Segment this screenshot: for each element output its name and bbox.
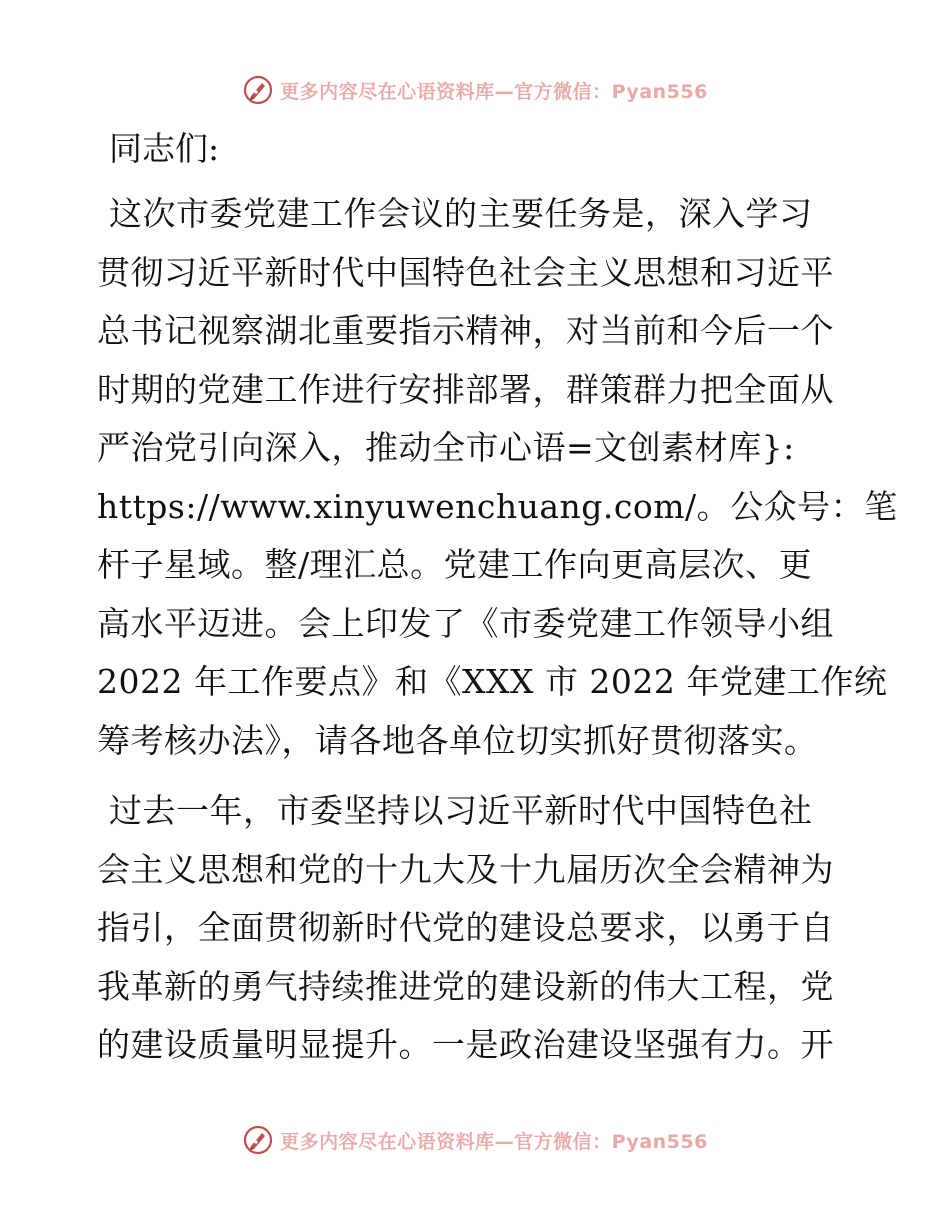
watermark-text: 更多内容尽在心语资料库—官方微信：Pyan556 bbox=[280, 1130, 708, 1153]
paragraph-2 bbox=[97, 782, 857, 1075]
text-line: 筹考核办法》，请各地各单位切实抓好贯彻落实。 bbox=[97, 720, 818, 760]
text-line: 的建设质量明显提升。一是政治建设坚强有力。开 bbox=[97, 1025, 834, 1064]
text-line: 过去一年，市委坚持以习近平新时代中国特色社 bbox=[109, 791, 813, 830]
pen-logo-icon bbox=[242, 74, 274, 106]
text-line: 这次市委党建工作会议的主要任务是，深入学习 bbox=[109, 194, 813, 233]
text-line: 高水平迈进。会上印发了《市委党建工作领导小组 bbox=[97, 603, 834, 643]
footer-watermark bbox=[0, 1120, 950, 1160]
text-line: 会主义思想和党的十九大及十九届历次全会精神为 bbox=[97, 849, 834, 889]
text-line: 指引，全面贯彻新时代党的建设总要求，以勇于自 bbox=[97, 908, 834, 947]
watermark-text: 更多内容尽在心语资料库—官方微信：Pyan556 bbox=[280, 80, 708, 103]
text-line: 贯彻习近平新时代中国特色社会主义思想和习近平 bbox=[97, 252, 834, 292]
text-line: 时期的党建工作进行安排部署，群策群力把全面从 bbox=[97, 369, 834, 409]
text-line: 总书记视察湖北重要指示精神，对当前和今后一个 bbox=[97, 311, 834, 350]
text-line: 杆子星域。整/理汇总。党建工作向更高层次、更 bbox=[97, 545, 813, 584]
header-watermark bbox=[0, 70, 950, 110]
text-line: https://www.xinyuwenchuang.com/。公众号：笔 bbox=[97, 486, 898, 526]
text-line: 严治党引向深入，推动全市心语=文创素材库}: bbox=[97, 428, 795, 467]
document-body bbox=[97, 123, 898, 1087]
text-line: 我革新的勇气持续推进党的建设新的伟大工程，党 bbox=[97, 966, 834, 1006]
text-line: 2022 年工作要点》和《XXX 市 2022 年党建工作统 bbox=[97, 662, 888, 701]
greeting: 同志们: bbox=[109, 129, 220, 168]
paragraph-1 bbox=[97, 185, 898, 770]
pen-logo-icon bbox=[242, 1124, 274, 1156]
